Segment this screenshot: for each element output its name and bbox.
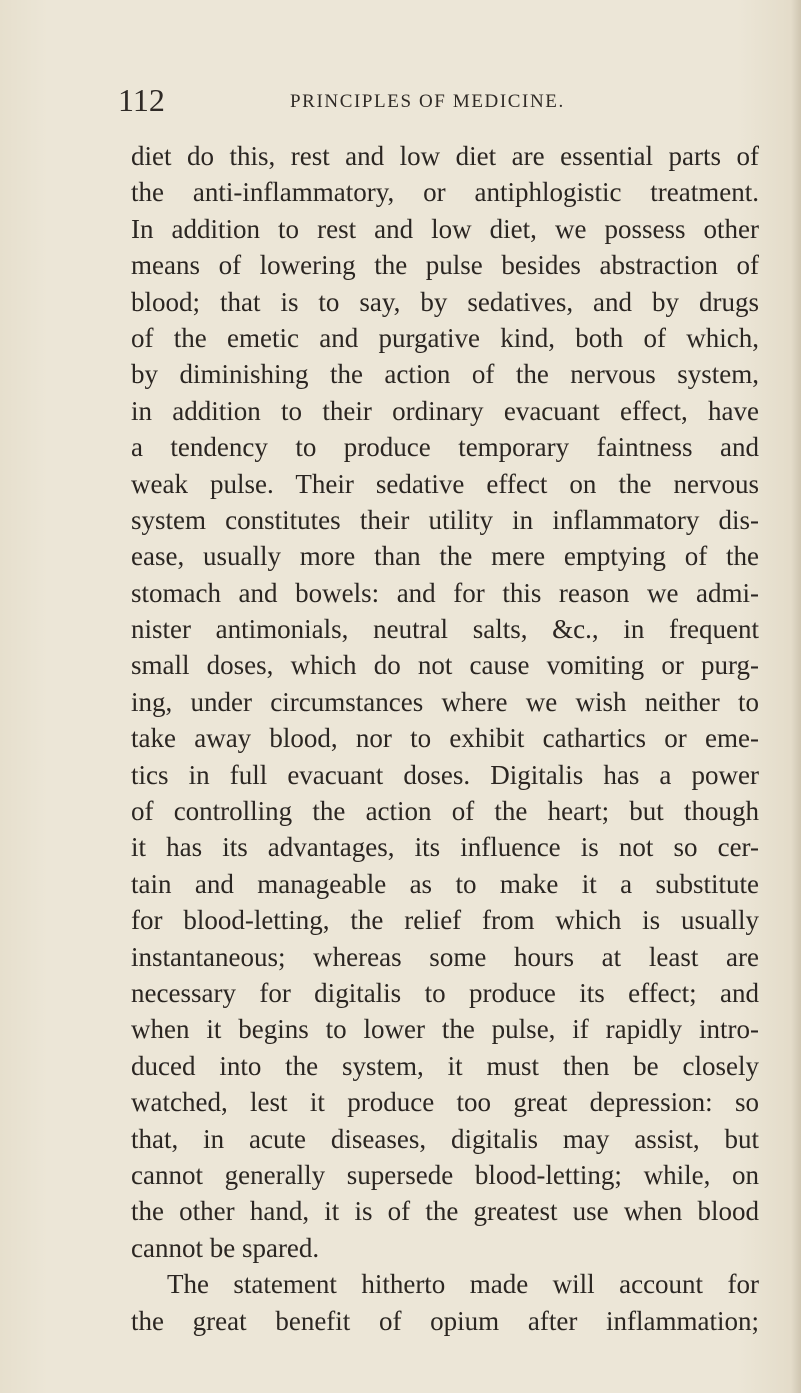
text-line: in addition to their ordinary evacuant effect, have [131,395,759,426]
text-line: system constitutes their utility in inflammatory dis- [131,504,759,535]
text-line: cannot be spared. [131,1232,320,1263]
text-line: the other hand, it is of the greatest use when blood [131,1196,759,1227]
text-line: diet do this, rest and low diet are essential parts of [131,141,759,171]
page-number: 112 [118,82,165,118]
text-line: take away blood, nor to exhibit cathartics or eme- [131,723,759,754]
text-line: stomach and bowels: and for this reason we admi- [131,577,759,608]
text-line: the anti-inflammatory, or antiphlogistic treatment. [131,177,759,208]
text-line: ease, usually more than the mere emptying of the [131,541,759,572]
text-line: it has its advantages, its influence is not so cer- [131,832,759,863]
text-line: small doses, which do not cause vomiting or purg- [131,650,759,681]
text-line: The statement hitherto made will account for [167,1269,759,1300]
text-line: by diminishing the action of the nervous system, [131,359,759,390]
text-line: the great benefit of opium after inflammation; [131,1305,759,1336]
text-line: ing, under circumstances where we wish neither to [131,686,759,717]
text-line: of controlling the action of the heart; but though [131,796,759,827]
text-line: instantaneous; whereas some hours at least are [131,941,759,972]
body-text [131,138,759,1339]
text-line: that, in acute diseases, digitalis may assist, but [131,1123,759,1154]
text-line: tics in full evacuant doses. Digitalis has a power [131,759,759,790]
page-header [118,80,758,120]
text-line: blood; that is to say, by sedatives, and by drugs [131,286,759,317]
text-line: watched, lest it produce too great depression: so [131,1087,759,1118]
text-line: for blood-letting, the relief from which is usually [131,905,759,936]
text-line: tain and manageable as to make it a substitute [131,868,759,899]
text-line: nister antimonials, neutral salts, &c., in frequent [131,614,759,645]
running-head: PRINCIPLES OF MEDICINE. [290,91,565,112]
text-line: cannot generally supersede blood-letting; while, on [131,1159,759,1190]
text-line: duced into the system, it must then be closely [131,1050,759,1081]
page-edge-shadow [791,0,801,1393]
text-line: weak pulse. Their sedative effect on the nervous [131,468,759,499]
text-line: a tendency to produce temporary faintness and [131,432,759,463]
text-line: In addition to rest and low diet, we possess other [131,213,759,244]
text-line: means of lowering the pulse besides abstraction of [131,250,759,281]
text-line: of the emetic and purgative kind, both of which, [131,322,759,353]
text-line: when it begins to lower the pulse, if rapidly intro- [131,1014,759,1045]
text-line: necessary for digitalis to produce its effect; and [131,977,759,1008]
